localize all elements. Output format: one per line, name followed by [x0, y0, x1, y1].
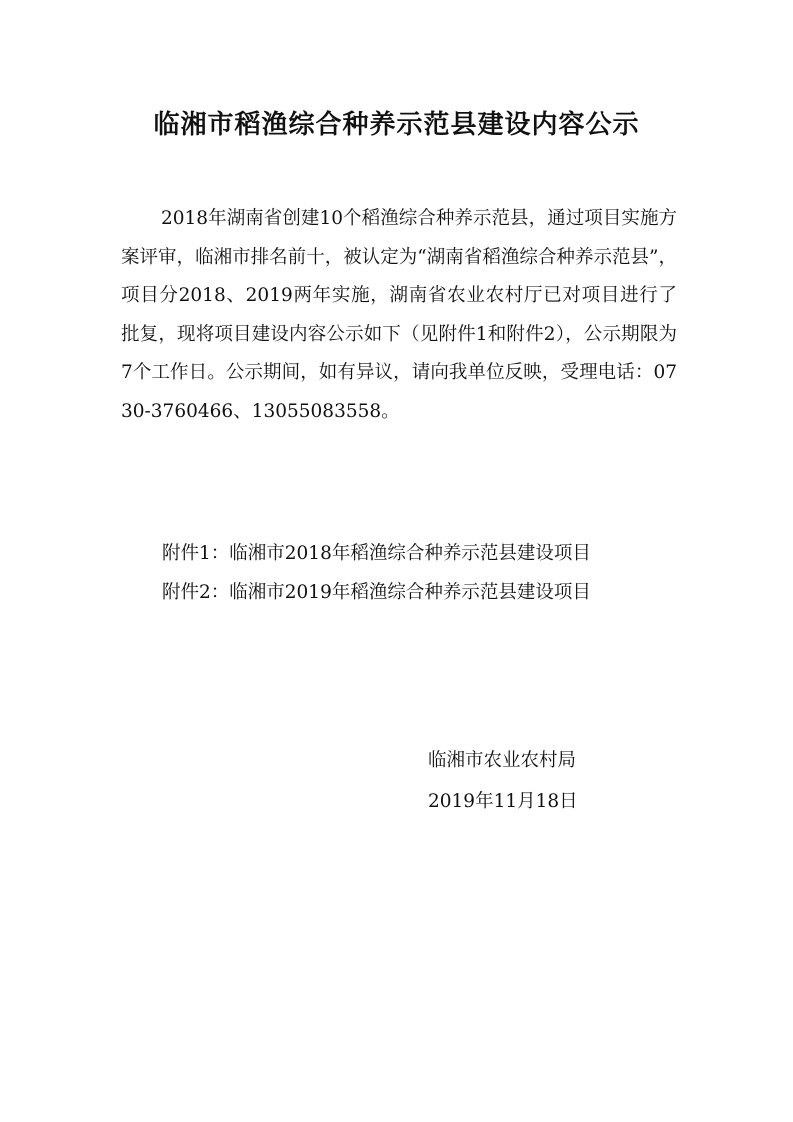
body-paragraph: 2018年湖南省创建10个稻渔综合种养示范县，通过项目实施方案评审，临湘市排名前十，被认定为“湖南省稻渔综合种养示范县”，项目分2018、2019两年实施，湖南省农业农村厅已对项目进行了批复，现将项目建设内容公示如下（见附件1和附件2），公示期限为7个工作日。公示期间，如有异议，请向我单位反映，受理电话：0730-3760466、13055083558。	[121, 208, 677, 422]
attachment-item-2: 附件2：临湘市2019年稻渔综合种养示范县建设项目	[162, 582, 591, 603]
document-title: 临湘市稻渔综合种养示范县建设内容公示	[153, 110, 640, 140]
attachment-list	[162, 534, 722, 612]
signature-date: 2019年11月18日	[428, 791, 578, 812]
signature-organization: 临湘市农业农村局	[428, 750, 577, 771]
signature-block	[428, 740, 578, 822]
attachment-item-1: 附件1：临湘市2018年稻渔综合种养示范县建设项目	[162, 543, 591, 564]
